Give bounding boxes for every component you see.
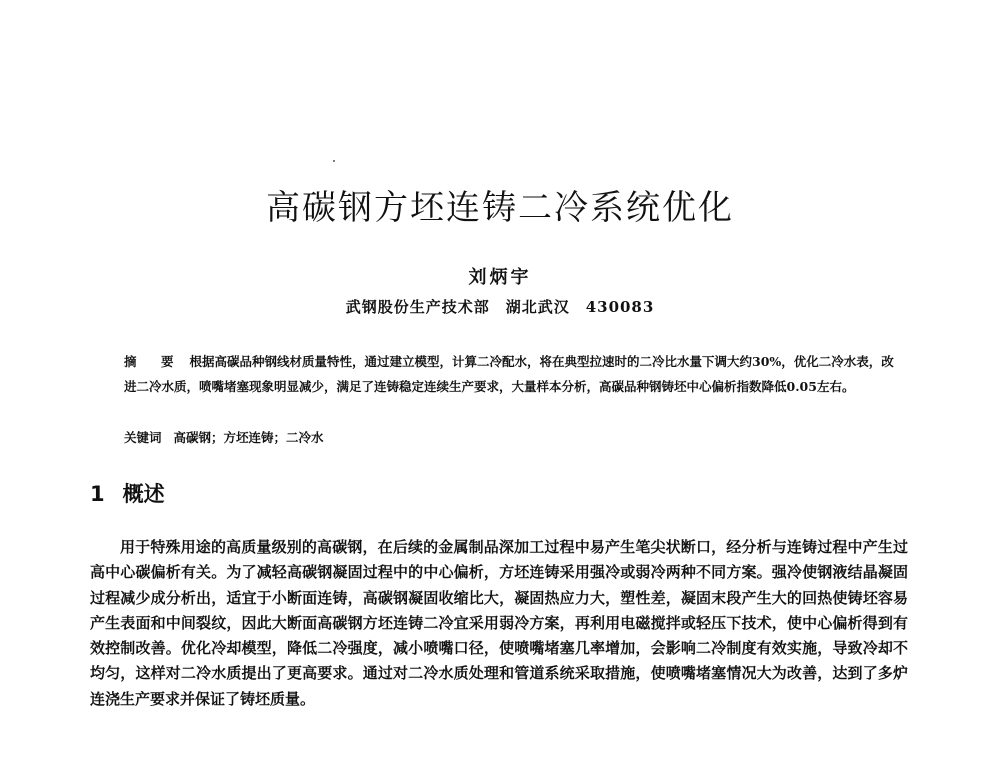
keywords-label: 关键词 — [124, 430, 162, 445]
author-affiliation: 武钢股份生产技术部 湖北武汉 430083 — [345, 298, 655, 316]
abstract-block — [124, 349, 894, 399]
author-name: 刘炳宇 — [468, 267, 532, 288]
section-number: 1 — [90, 482, 105, 506]
paper-title: 高碳钢方坯连铸二冷系统优化 — [266, 188, 734, 228]
abstract-label: 摘 要 — [124, 354, 180, 369]
section-paragraph: 用于特殊用途的高质量级别的高碳钢，在后续的金属制品深加工过程中易产生笔尖状断口，经分析与连铸过程中产生过高中心碳偏析有关。为了减轻高碳钢凝固过程中的中心偏析，方坯连铸采用强冷或弱冷两种不同方案。强冷使钢液结晶凝固过程减少成分析出，适宜于小断面连铸，高碳钢凝固收缩比大，凝固热应力大，塑性差，凝固末段产生大的回热使铸坯容易产生表面和中间裂纹，因此大断面高碳钢方坯连铸二冷宜采用弱冷方案，再利用电磁搅拌或轻压下技术，使中心偏析得到有效控制改善。优化冷却模型，降低二冷强度，减小喷嘴口径，使喷嘴堵塞几率增加，会影响二冷制度有效实施，导致冷却不均匀，这样对二冷水质提出了更高要求。通过对二冷水质处理和管道系统采取措施，使喷嘴堵塞情况大为改善，达到了多炉连浇生产要求并保证了铸坯质量。 — [90, 538, 908, 708]
abstract-text: 根据高碳品种钢线材质量特性，通过建立模型，计算二冷配水，将在典型拉速时的二冷比水量下调大约30%，优化二冷水表，改进二冷水质，喷嘴堵塞现象明显减少，满足了连铸稳定连续生产要求，大量样本分析，高碳品种钢铸坯中心偏析指数降低0.05左右。 — [124, 354, 894, 394]
section-heading — [90, 478, 165, 508]
keywords-text: 高碳钢；方坯连铸；二冷水 — [173, 430, 324, 445]
keywords-block — [124, 428, 324, 446]
section-heading-text: 概述 — [122, 482, 165, 506]
scan-dot — [333, 160, 335, 162]
